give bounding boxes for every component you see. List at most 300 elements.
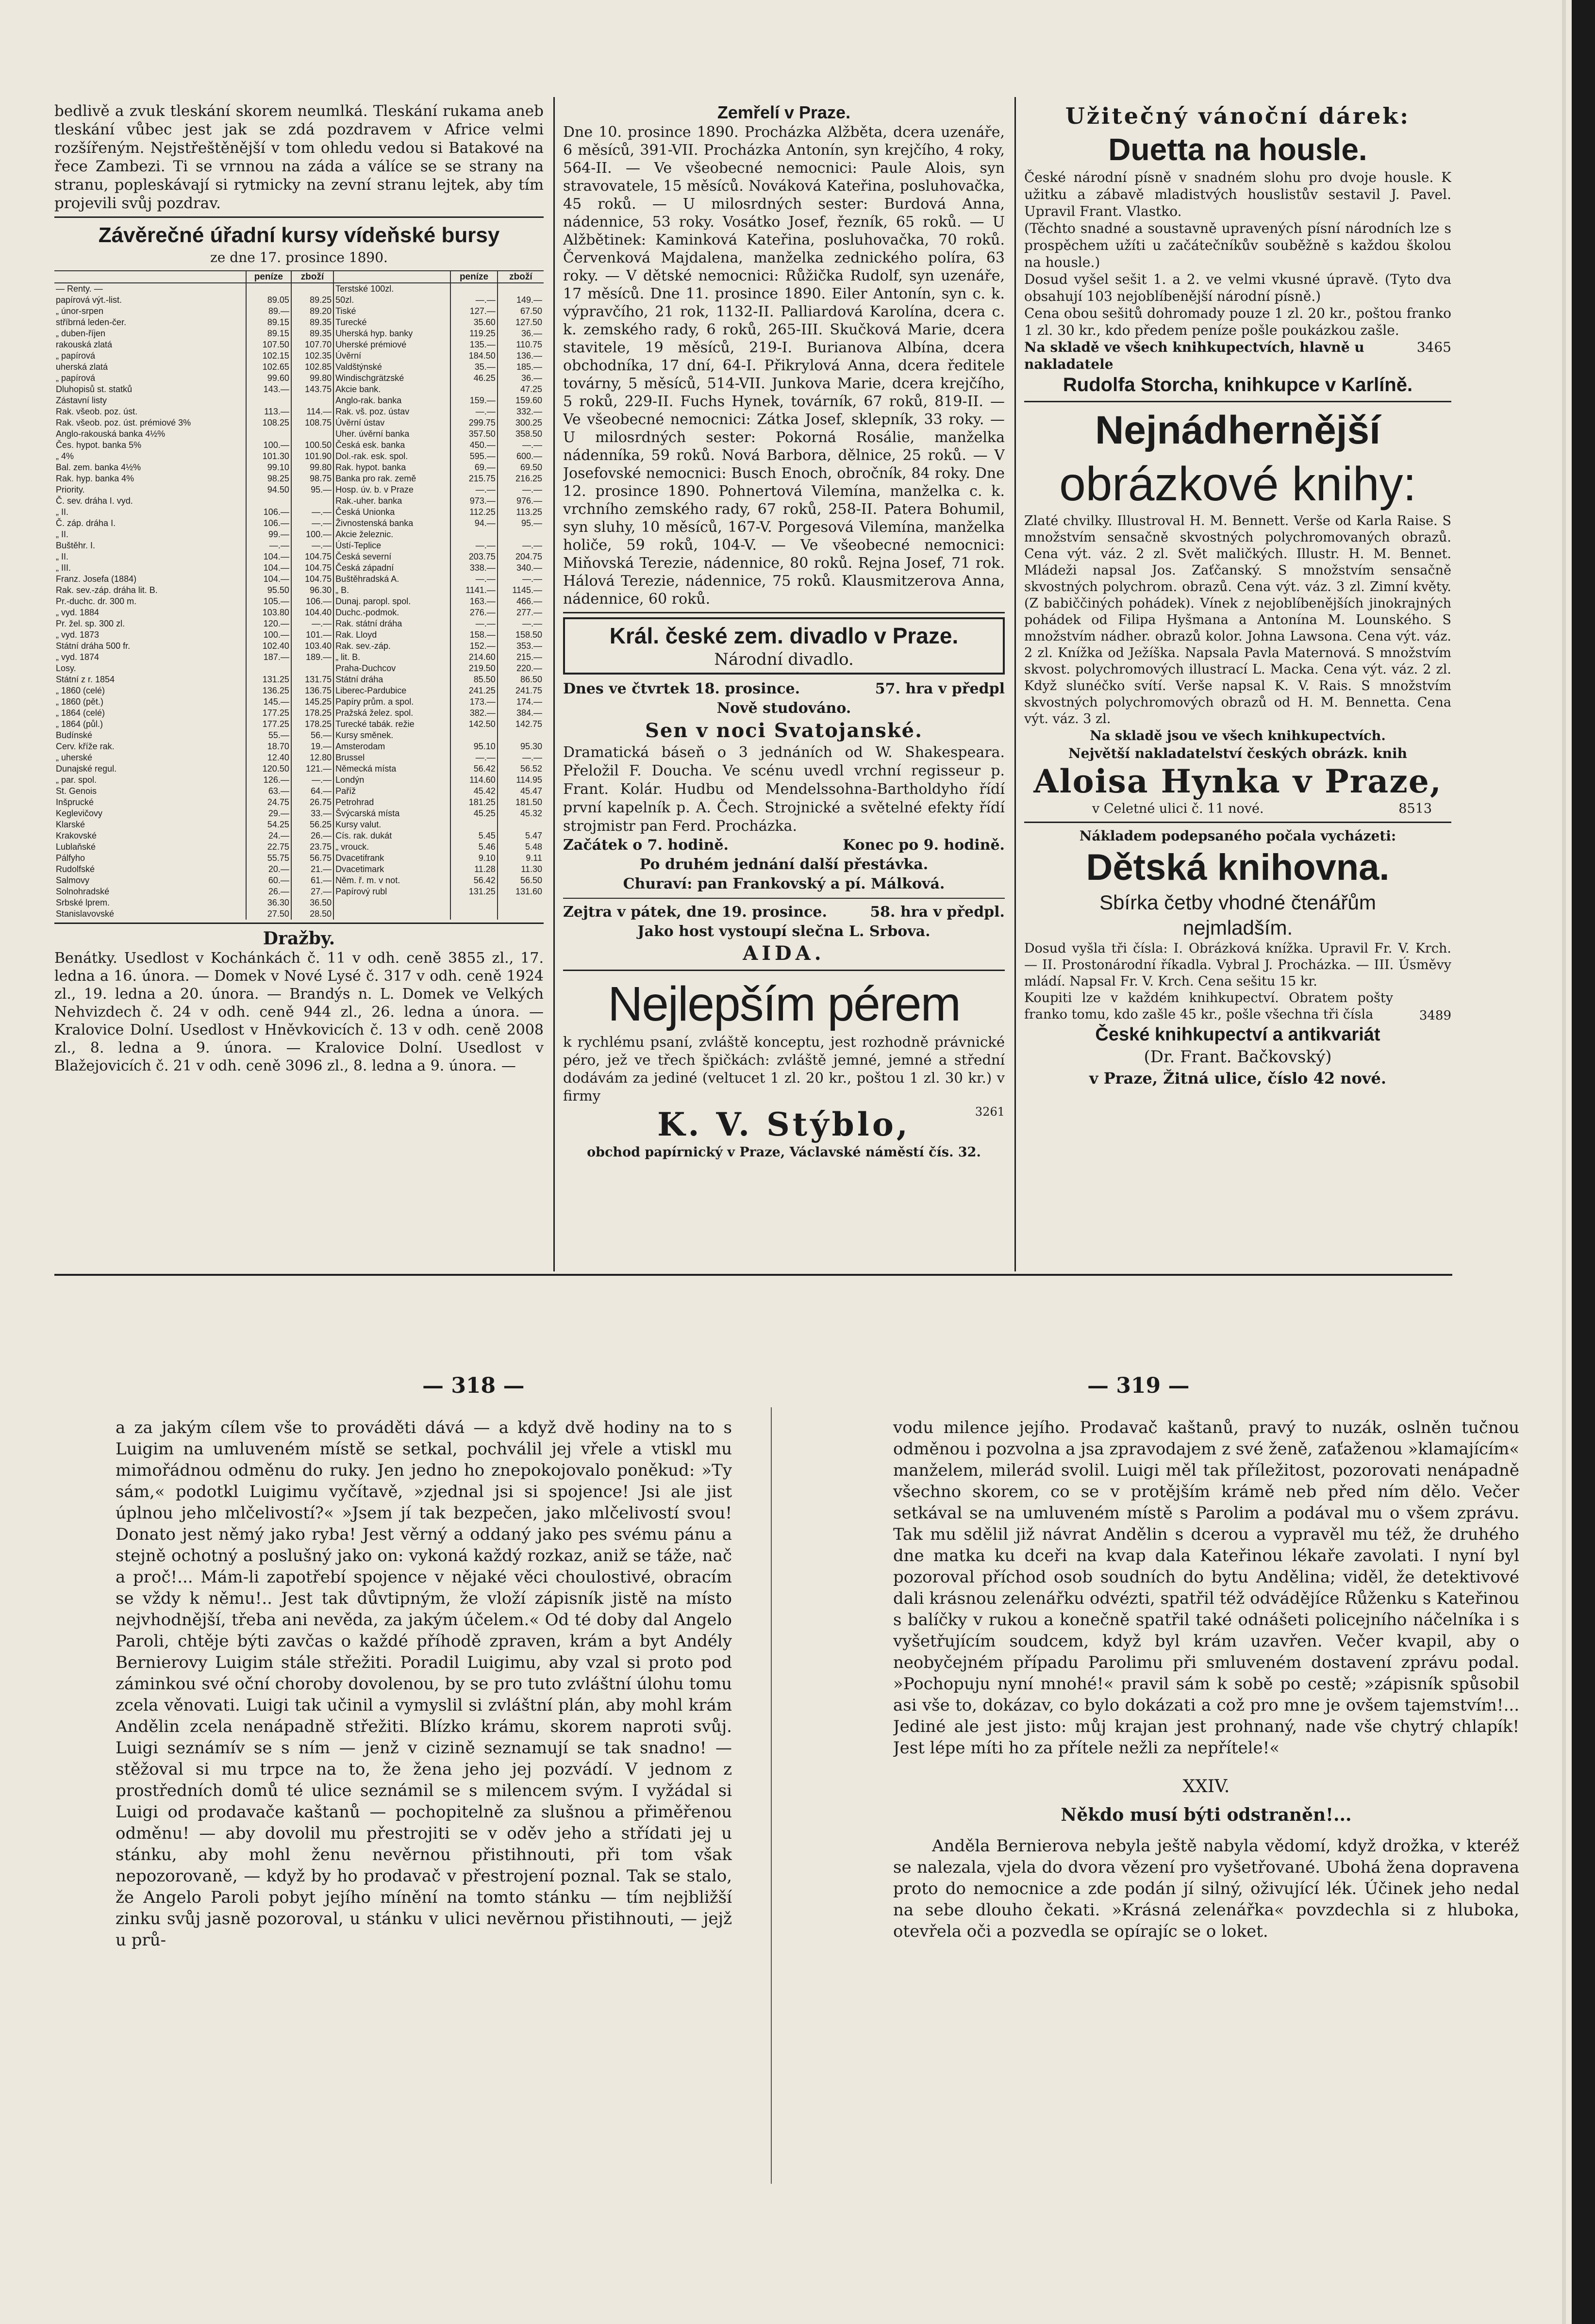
table-cell: 135.— [450,339,498,350]
table-cell: „ vrouck. [333,841,450,853]
table-cell: 23.75 [291,841,333,853]
drazby-title: Dražby. [263,928,335,949]
table-cell: Duchc.-podmok. [333,607,450,618]
table-cell: Pr.-duchc. dr. 300 m. [56,596,137,606]
table-cell: „ 1860 (celé) [56,686,105,695]
obraz-text: Zlaté chvilky. Illustroval H. M. Bennett. Verše od Karla Raise. S množstvím sensačně skvostných polychromovaných obrazů. Cena výt. váz. 2 zl. Svět maličkých. Illustr. H. M. Bennet. Mládeži napsal Jos. Zaťčanský. S množstvím sensačně skvostných polychrom. obrazů. Cena výt. váz. 3 zl. Zimní květy. (Z babiččiných pohádek). Vínek z nejoblíbenějších jinokrajných pohádek od Filipa Hyšmana a Antonína M. Lounského. S množstvím nádher. obrazů kolor. Johna Lawsona. Cena výt. váz. 2 zl. Knížka od Ježíška. Napsala Pavla Maternová. S množstvím skvost. polychromových illustrací L. Macka. Cena výt. váz. 2 zl. Když slunéčko svítí. Verše napsal K. V. Rais. S množstvím skvostných polychromových obrazů od H. M. Bennetta. Cena výt. váz. 3 zl. [1024,513,1451,726]
table-cell: Uherská hyp. banky [333,328,450,339]
table-row [54,841,544,853]
table-cell: Státní dráha 500 fr. [56,641,131,651]
obraz-firm: Aloisa Hynka v Praze, [1033,762,1442,800]
table-cell: 101.— [291,629,333,641]
table-cell: —.— [291,518,333,529]
knih-sub-2: nejmladším. [1182,916,1293,939]
table-header-cell: peníze [246,271,291,283]
table-row [54,786,544,797]
table-cell: 5.48 [498,841,544,853]
table-cell: Čes. hypot. banka 5% [56,440,142,450]
table-cell: 450.— [450,440,498,451]
table-cell: Buštěhr. I. [56,541,96,550]
table-cell: Rak.-uher. banka [333,495,450,507]
table-cell: 26.— [291,830,333,841]
table-cell: 89.15 [246,328,291,339]
exchange-rates-table [54,270,544,920]
table-cell [333,897,450,908]
table-header-cell: zboží [291,271,333,283]
column-bottom-left [116,1417,732,2174]
divadlo-zejtra: Zejtra v pátek, dne 19. prosince. [563,904,827,921]
table-row [54,317,544,328]
divider [54,216,544,218]
table-row [54,518,544,529]
table-cell: 67.50 [498,306,544,317]
table-cell: 220.— [498,663,544,674]
table-cell: 107.50 [246,339,291,350]
table-cell: Akcie železnic. [333,529,450,540]
table-cell: 131.25 [450,886,498,897]
table-cell: Liberec-Pardubice [333,685,450,696]
table-cell: —.— [291,540,333,551]
table-cell: 105.— [246,596,291,607]
table-cell: 55.75 [246,853,291,864]
table-cell: —.— [498,540,544,551]
table-cell: „ B. [333,585,450,596]
divadlo-zejtra-hra: 58. hra v předpl. [870,904,1005,921]
table-cell: 94.50 [246,484,291,495]
table-cell [498,819,544,830]
table-cell: „ papírová [56,373,96,383]
table-row [54,875,544,886]
table-cell: 89.35 [291,328,333,339]
table-cell: Bal. zem. banka 4½% [56,462,141,472]
table-cell [291,283,333,295]
table-cell: —.— [450,295,498,306]
table-cell [246,283,291,295]
table-cell: Akcie bank. [333,384,450,395]
table-cell: —.— [498,752,544,763]
table-cell: Něm. ř. m. v not. [333,875,450,886]
table-cell: 19.— [291,741,333,752]
table-cell: „ vyd. 1874 [56,652,100,662]
table-cell: 595.— [450,451,498,462]
table-cell: Praha-Duchcov [333,663,450,674]
duetta-sesit: Dosud vyšel sešit 1. a 2. ve velmi vkusné úpravě. (Tyto dva obsahují 103 nejoblíbenější národní písně.) [1024,271,1451,304]
table-cell: —.— [450,540,498,551]
table-cell: 145.25 [291,696,333,708]
table-cell: 24.75 [246,797,291,808]
table-cell: 177.25 [246,719,291,730]
table-row [54,429,544,440]
table-cell: Tiské [333,306,450,317]
table-cell: Terstské 100zl. [333,283,450,295]
table-cell: 114.95 [498,775,544,786]
table-cell: Anglo-rakouská banka 4½% [56,429,166,439]
divadlo-prestavka: Po druhém jednání další přestávka. [639,856,929,873]
table-cell: Cerv. kříže rak. [56,742,115,751]
table-cell: 143.— [246,384,291,395]
table-cell: 215.— [498,652,544,663]
table-cell: Budínské [56,730,93,740]
table-cell: uherská zlatá [56,362,108,372]
table-row [54,641,544,652]
table-cell: 89.05 [246,295,291,306]
drazby-text: Benátky. Usedlost v Kochánkách č. 11 v odh. ceně 3855 zl., 17. ledna a 16. února. — Domek v Nové Lysé č. 317 v odh. ceně 1924 zl., 19. ledna a 20. února. — Brandýs n. L. Domek ve Velkých Nehvizdech č. 24 v odh. ceně 944 zl., 26. ledna a února. — Kralovice Dolní. Usedlost v Hněvkovicích č. 13 v odh. ceně 2008 zl., 8. ledna a 9. února. — Kralovice Dolní. Usedlost v Blažejovicích č. 21 v odh. ceně 3096 zl., 8. ledna a 9. února. — [54,950,544,1074]
table-cell: 89.35 [291,317,333,328]
knih-firm-1: České knihkupectví a antikvariát [1095,1024,1380,1045]
table-cell: 104.40 [291,607,333,618]
duetta-firm: Rudolfa Storcha, knihkupce v Karlíně. [1063,374,1413,396]
table-cell: 332.— [498,406,544,417]
table-cell: Priority. [56,485,85,494]
table-cell: 187.— [246,652,291,663]
table-row [54,574,544,585]
table-cell: 56.42 [450,875,498,886]
table-cell: rakouská zlatá [56,340,113,349]
table-cell: 114.60 [450,775,498,786]
table-cell [498,908,544,920]
table-cell: 5.46 [450,841,498,853]
table-cell: 178.25 [291,719,333,730]
table-cell: Pr. žel. sp. 300 zl. [56,619,125,628]
table-cell: 11.28 [450,864,498,875]
table-cell: —.— [498,484,544,495]
table-cell [291,429,333,440]
table-row [54,339,544,350]
table-cell: 112.25 [450,507,498,518]
divadlo-host: Jako host vystoupí slečna L. Srbova. [637,923,930,940]
table-cell: „ 1864 (půl.) [56,719,103,729]
table-cell: 69.50 [498,462,544,473]
table-row [54,763,544,775]
table-cell: 100.— [246,440,291,451]
table-cell: 184.50 [450,350,498,362]
table-cell: 102.15 [246,350,291,362]
table-cell [291,663,333,674]
kursy-title: Závěrečné úřadní kursy vídeňské bursy [98,223,500,247]
table-cell: Dunaj. paropl. spol. [333,596,450,607]
divadlo-play: Sen v noci Svatojanské. [645,719,923,742]
table-cell: Petrohrad [333,797,450,808]
knih-buy: Koupiti lze v každém knihkupectví. Obratem pošty franko tomu, kdo zašle 45 kr., pošle všechna tři čísla [1024,990,1393,1022]
page-number-left: — 318 — [422,1373,525,1398]
table-cell: 976.— [498,495,544,507]
pero-firm: K. V. Stýblo, [657,1105,911,1143]
table-cell [291,495,333,507]
table-cell: 203.75 [450,551,498,562]
table-cell: 131.60 [498,886,544,897]
table-cell: 35.60 [450,317,498,328]
table-cell: „ 1864 (celé) [56,708,105,718]
table-cell: 99.10 [246,462,291,473]
table-cell: 149.— [498,295,544,306]
table-cell: Zástavní listy [56,396,107,405]
theatre-ad [563,617,1005,675]
table-cell: 120.50 [246,763,291,775]
divider [563,898,1005,899]
table-cell [450,283,498,295]
table-cell: „ II. [56,529,68,539]
table-cell: 11.30 [498,864,544,875]
table-cell: 45.47 [498,786,544,797]
table-row [54,328,544,339]
table-cell: 120.— [246,618,291,629]
divadlo-konec: Konec po 9. hodině. [843,837,1005,854]
table-cell: Losy. [56,663,76,673]
table-row [54,886,544,897]
table-row [54,473,544,484]
pero-number: 3261 [975,1105,1005,1119]
table-cell: 47.25 [498,384,544,395]
knih-number: 3489 [1419,1008,1451,1023]
table-cell: 158.50 [498,629,544,641]
table-cell: Krakovské [56,831,97,841]
table-cell: Rudolfské [56,864,95,874]
table-cell: —.— [246,540,291,551]
table-row [54,417,544,429]
table-cell: Česká esk. banka [333,440,450,451]
table-cell: 338.— [450,562,498,574]
table-row [54,797,544,808]
table-cell: 9.11 [498,853,544,864]
table-cell: Turecké [333,317,450,328]
table-cell: Rak. hyp. banka 4% [56,474,134,483]
table-header-cell [333,271,450,283]
table-cell: Česká severní [333,551,450,562]
table-cell: —.— [450,574,498,585]
table-cell: „ 4% [56,451,74,461]
table-row [54,395,544,406]
table-cell: 127.50 [498,317,544,328]
table-row [54,484,544,495]
table-row [54,462,544,473]
table-row [54,708,544,719]
table-cell: Dunajské regul. [56,764,117,774]
table-cell: 21.— [291,864,333,875]
table-cell: 46.25 [450,373,498,384]
table-cell: 177.25 [246,708,291,719]
table-cell: 95.— [291,484,333,495]
knih-text: Dosud vyšla tři čísla: I. Obrázková knížka. Upravil Fr. V. Krch. — II. Prostonárodní říkadla. Vybral J. Procházka. — III. Úsměvy mládí. Napsal Fr. V. Krch. Cena sešitu 15 kr. [1024,941,1451,989]
column-rule [553,97,555,1271]
obraz-address: v Celetné ulici č. 11 nové. [1092,801,1264,816]
table-cell: Papírový rubl [333,886,450,897]
table-cell: „ 1860 (pět.) [56,697,104,707]
table-cell: —.— [291,618,333,629]
table-row [54,283,544,295]
divadlo-date: Dnes ve čtvrtek 18. prosince. [563,680,800,697]
table-cell: 215.75 [450,473,498,484]
table-cell: 89.20 [291,306,333,317]
table-cell: „ lit. B. [333,652,450,663]
table-cell: Úvěrní [333,350,450,362]
table-cell: „ papírová [56,351,96,361]
chapter-number: XXIV. [1182,1777,1230,1797]
table-cell: 102.85 [291,362,333,373]
table-cell: 152.— [450,641,498,652]
table-cell: 106.— [246,518,291,529]
table-row [54,719,544,730]
table-cell: 114.— [291,406,333,417]
table-cell: 101.90 [291,451,333,462]
novel-text-right: vodu milence jejího. Prodavač kaštanů, pravý to nuzák, oslněn tučnou odměnou i pozvolna a jsa zpravodajem z své ženě, zaťaženou »klamajícím« manželem, milerád svolil. Luigi měl tak příležitost, pozorovati nenápadně všechno skorem, co se v protějším krámě neb před ním dělo. Večer setkával se na umluveném místě s Parolim a podával mu o všem zprávu. Tak mu sdělil již návrat Andělin s dcerou a vypravěl mu též, že druhého dne matka ku dceři na kvap dala Kateřinou lékaře zavolati. I nyní byl pozoroval příchod osob soudních do bytu Andělina; viděl, že detektivové dali krásnou zelenářku odvézti, spatřil též odvádějíce Růženku s Kateřinou s balíčky v rukou a konečně spatřil také odnášeti policejního náčelníka i s vyšetřujícím soudcem, když byl krám uzavřen. Večer kvapil, aby o neobyčejném případu Parolimu při smluveném dostavení zprávu podal. »Pochopuju nyní mnohé!« pravil sám k sobě po cestě; »zápisník spůsobil asi vše to, dokázav, co bylo dokázati a což pro mne je ovšem tajemstvím!... Jediné ale jest jisto: můj krajan jest prohnaný, nade vše chytrý chlapík! Jest lépe míti ho za přítele nežli za nepřítele!« [893,1418,1519,1758]
table-cell: Londýn [333,775,450,786]
table-row [54,562,544,574]
table-cell: 102.40 [246,641,291,652]
table-row [54,696,544,708]
table-row [54,495,544,507]
chapter-title: Někdo musí býti odstraněn!... [1061,1805,1352,1825]
table-row [54,406,544,417]
table-cell: Rak. Lloyd [333,629,450,641]
table-cell: 241.75 [498,685,544,696]
table-cell: 94.— [450,518,498,529]
page-number-right: — 319 — [1087,1373,1190,1398]
table-row [54,551,544,562]
table-cell: 101.30 [246,451,291,462]
table-cell: 27.50 [246,908,291,920]
table-cell: 131.75 [291,674,333,685]
table-cell: 64.— [291,786,333,797]
table-cell: Uher. úvěrní banka [333,429,450,440]
table-row [54,808,544,819]
table-row [54,853,544,864]
table-cell: „ únor-srpen [56,306,104,316]
table-cell: 145.— [246,696,291,708]
table-cell [450,897,498,908]
table-cell: 276.— [450,607,498,618]
divadlo-title: Král. české zem. divadlo v Praze. [609,623,959,648]
table-cell: 5.47 [498,830,544,841]
table-cell: Úvěrní ústav [333,417,450,429]
table-cell: 86.50 [498,674,544,685]
table-cell: 159.— [450,395,498,406]
table-cell: 181.50 [498,797,544,808]
duetta-text: České národní písně v snadném slohu pro dvoje housle. K užitku a zábavě mladistvých houslistův sestavil J. Pavel. Upravil Frant. Vlastko. [1024,169,1451,219]
table-row [54,685,544,696]
table-cell: 100.— [246,629,291,641]
table-cell: Pálfyho [56,853,85,863]
table-row [54,897,544,908]
divadlo-studovano: Nově studováno. [716,700,851,717]
table-cell: —.— [498,574,544,585]
table-cell: 382.— [450,708,498,719]
table-cell: 56.75 [291,853,333,864]
duetta-title: Duetta na housle. [1108,132,1367,167]
table-cell: Dvacetifrank [333,853,450,864]
table-cell: „ duben-říjen [56,329,106,338]
table-cell: 95.10 [450,741,498,752]
table-cell: 18.70 [246,741,291,752]
table-cell: Rak. vš. poz. ústav [333,406,450,417]
table-cell: 174.— [498,696,544,708]
table-cell: Cís. rak. dukát [333,830,450,841]
table-cell: 973.— [450,495,498,507]
table-cell: 26.75 [291,797,333,808]
table-row [54,384,544,395]
pero-address: obchod papírnický v Praze, Václavské náměstí čís. 32. [587,1145,981,1160]
table-cell: 104.— [246,574,291,585]
table-cell: 119.25 [450,328,498,339]
table-cell: „ vyd. 1873 [56,630,100,640]
table-cell: 20.— [246,864,291,875]
table-cell: Turecké tabák. režie [333,719,450,730]
table-cell: Stanislavovské [56,909,115,919]
table-cell: 104.75 [291,574,333,585]
table-row [54,741,544,752]
table-cell: „ par. spol. [56,775,97,785]
table-cell [333,908,450,920]
table-cell: —.— [291,775,333,786]
table-cell: 55.— [246,730,291,741]
duetta-number: 3465 [1416,339,1451,355]
table-cell: 185.— [498,362,544,373]
table-cell: 108.75 [291,417,333,429]
table-cell: 300.25 [498,417,544,429]
table-cell: 158.— [450,629,498,641]
table-cell: Amsterodam [333,741,450,752]
table-cell: 219.50 [450,663,498,674]
table-cell: 126.— [246,775,291,786]
table-row [54,540,544,551]
table-cell: 56.— [291,730,333,741]
table-row [54,618,544,629]
table-cell: 214.60 [450,652,498,663]
table-cell [246,395,291,406]
table-cell: 50zl. [333,295,450,306]
table-cell: 113.— [246,406,291,417]
table-cell: 100.50 [291,440,333,451]
table-cell: Solnohradské [56,887,110,896]
table-cell: „ II. [56,552,68,561]
table-cell: 181.25 [450,797,498,808]
table-cell: Dluhopisů st. statků [56,384,133,394]
table-row [54,596,544,607]
intro-paragraph: bedlivě a zvuk tleskání skorem neumlká. Tleskání rukama aneb tleskání vůbec jest jak se zdá pozdravem v Africe velmi rozšířeným. Nejstřeštěnější v tom ohledu vedou si Batakové na řece Zambezi. Ti se vrnnou na záda a válíce se se strany na stranu, popleskávají si rytmicky na zevní stranu lejtek, aby tím projevili svůj pozdrav. [54,102,544,212]
table-cell: 89.25 [291,295,333,306]
table-cell: Lublaňské [56,842,96,852]
table-cell: 12.40 [246,752,291,763]
duetta-note: (Těchto snadné a soustavně upravených písní národních lze s prospěchem užíti u začátečníkův souběžně s každou školou na housle.) [1024,220,1451,270]
table-cell: Papíry prům. a spol. [333,696,450,708]
table-row [54,674,544,685]
scan-border-inner [1562,0,1566,2324]
table-row [54,350,544,362]
table-cell: 98.75 [291,473,333,484]
table-cell: Státní dráha [333,674,450,685]
table-cell: Klarské [56,820,85,829]
zemreli-title: Zemřelí v Praze. [717,102,851,122]
table-cell [498,283,544,295]
duetta-cena: Cena obou sešitů dohromady pouze 1 zl. 20 kr., poštou franko 1 zl. 30 kr., kdo předem peníze pošle poukázkou zašle. [1024,305,1451,338]
table-row [54,440,544,451]
table-cell: 36.— [498,328,544,339]
novel-text-right-2: Anděla Bernierova nebyla ještě nabyla vědomí, když drožka, v kteréž se nalezala, vjela do dvora vězení pro vyšetřované. Ubohá žena dopravena proto do nemocnice a zde podán jí silný, oživující lék. Účinek jeho nedal na sebe dlouho čekati. »Krásná zelenářka« povzdechla si z hluboka, otevřela oči a pozvedla se opírajíc se o loket. [893,1836,1519,1941]
table-cell: 106.— [291,596,333,607]
column-top-middle [563,102,1005,1267]
table-cell: papírová výt.-list. [56,295,122,305]
table-cell: Rak. sev.-záp. [333,641,450,652]
duetta-sklad: Na skladě ve všech knihkupectvích, hlavně u nakladatele [1024,339,1364,372]
obraz-number: 8513 [1398,801,1432,816]
table-cell: Kursy valut. [333,819,450,830]
table-cell: 56.42 [450,763,498,775]
table-row [54,864,544,875]
section-divider [54,1274,1452,1276]
table-row [54,629,544,641]
table-cell: 466.— [498,596,544,607]
table-cell: Rak. hypot. banka [333,462,450,473]
table-cell: —.— [450,618,498,629]
